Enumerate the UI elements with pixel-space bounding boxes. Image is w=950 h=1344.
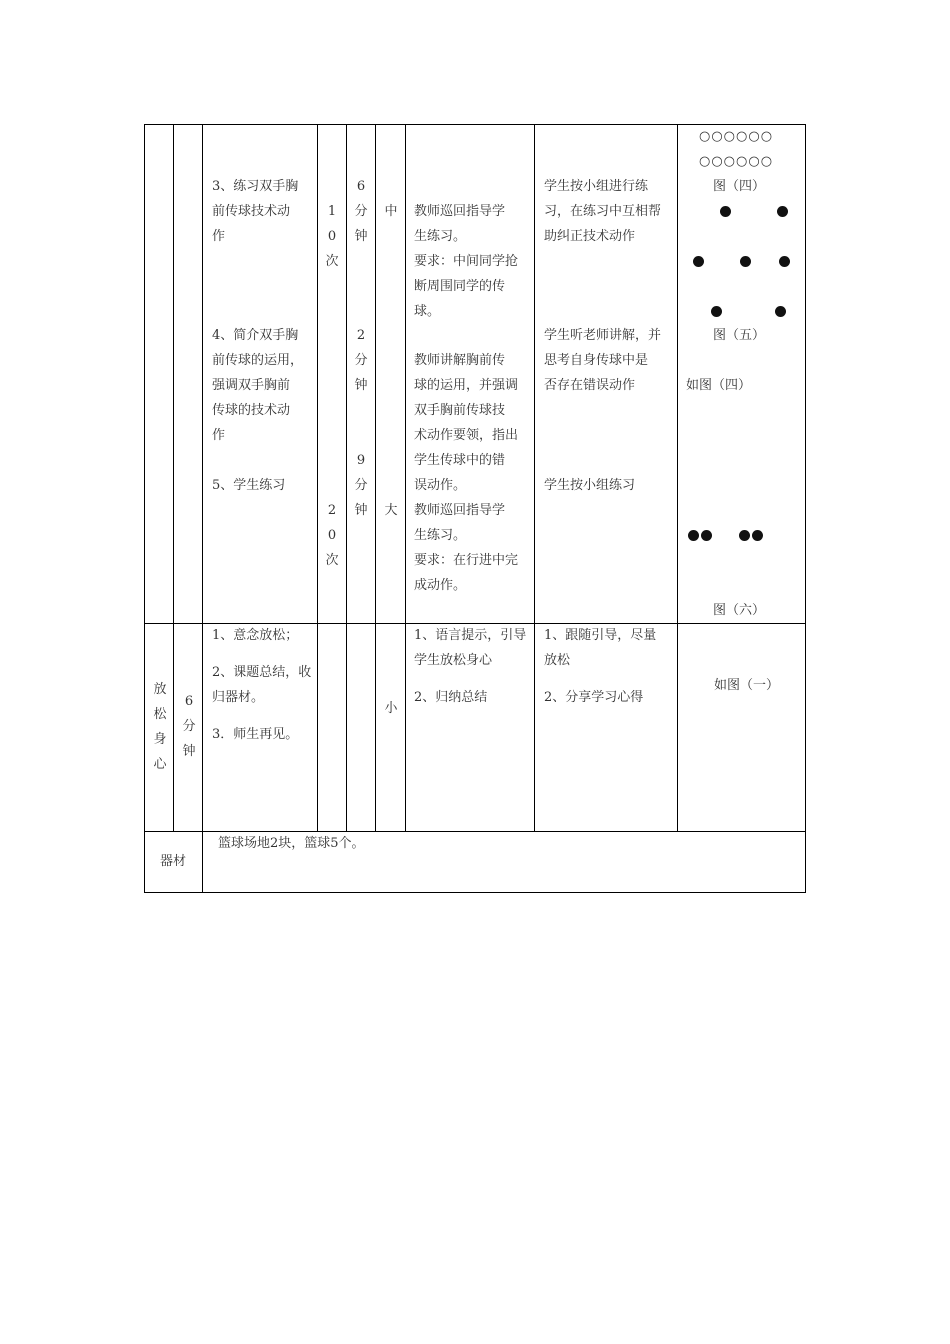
player-dot bbox=[701, 530, 712, 541]
text-line: 断周围同学的传 bbox=[414, 279, 506, 294]
player-dot bbox=[775, 306, 786, 317]
text-line: 学生放松身心 bbox=[414, 653, 493, 668]
text-line: 学生传球中的错 bbox=[414, 453, 506, 468]
text-line: 双手胸前传球技 bbox=[414, 403, 506, 418]
step5-student: 学生按小组练习 bbox=[544, 478, 636, 493]
text-line: 误动作。 bbox=[414, 478, 467, 493]
text-line: 1、意念放松； bbox=[212, 628, 299, 643]
relax-intensity: 小 bbox=[384, 701, 398, 716]
text-line: 教师巡回指导学 bbox=[414, 503, 506, 518]
text-line: 1、语言提示，引导 bbox=[414, 628, 527, 643]
text-line: 3、练习双手胸 bbox=[212, 179, 299, 194]
time-char: 钟 bbox=[354, 229, 368, 244]
step3-intensity: 中 bbox=[384, 204, 398, 219]
text-line: 球。 bbox=[414, 304, 441, 319]
text-line: 助纠正技术动作 bbox=[544, 229, 636, 244]
player-dot bbox=[779, 256, 790, 267]
text-line: 思考自身传球中是 bbox=[544, 353, 649, 368]
time-char: 钟 bbox=[354, 378, 368, 393]
text-line: 否存在错误动作 bbox=[544, 378, 636, 393]
text-line: 习，在练习中互相帮 bbox=[544, 204, 662, 219]
text-line: 学生按小组进行练 bbox=[544, 179, 649, 194]
time-char: 分 bbox=[354, 353, 368, 368]
text-line: 归器材。 bbox=[212, 690, 265, 705]
player-dot bbox=[739, 530, 750, 541]
text-line: 3．师生再见。 bbox=[212, 727, 299, 742]
time-char: 分 bbox=[354, 204, 368, 219]
count-char: 0 bbox=[327, 528, 337, 543]
count-char: 次 bbox=[325, 254, 339, 269]
text-line: 前传球技术动 bbox=[212, 204, 291, 219]
text-line: 要求：中间同学抢 bbox=[414, 254, 519, 269]
time-char: 2 bbox=[356, 328, 366, 343]
time-char: 6 bbox=[184, 694, 194, 709]
text-line: 作 bbox=[212, 428, 226, 443]
text-line: 2、分享学习心得 bbox=[544, 690, 644, 705]
text-line: 传球的技术动 bbox=[212, 403, 291, 418]
time-char: 钟 bbox=[182, 744, 196, 759]
phase-char: 放 bbox=[153, 682, 167, 697]
time-char: 6 bbox=[356, 179, 366, 194]
text-line: 作 bbox=[212, 229, 226, 244]
relax-diagram-ref: 如图（一） bbox=[714, 678, 780, 693]
circle-row-1: ○○○○○○ bbox=[699, 129, 774, 144]
fig6-label: 图（六） bbox=[713, 603, 766, 618]
count-char: 1 bbox=[327, 204, 337, 219]
fig5-label: 图（五） bbox=[713, 328, 766, 343]
phase-char: 身 bbox=[153, 732, 167, 747]
count-char: 次 bbox=[325, 553, 339, 568]
step5-intensity: 大 bbox=[384, 503, 398, 518]
text-line: 教师巡回指导学 bbox=[414, 204, 506, 219]
text-line: 学生听老师讲解，并 bbox=[544, 328, 662, 343]
text-line: 术动作要领，指出 bbox=[414, 428, 519, 443]
time-char: 分 bbox=[182, 719, 196, 734]
phase-char: 松 bbox=[153, 707, 167, 722]
player-dot bbox=[752, 530, 763, 541]
player-dot bbox=[720, 206, 731, 217]
player-dot bbox=[711, 306, 722, 317]
text-line: 2、归纳总结 bbox=[414, 690, 488, 705]
text-line: 2、课题总结，收 bbox=[212, 665, 312, 680]
time-char: 分 bbox=[354, 478, 368, 493]
phase-char: 心 bbox=[153, 757, 167, 772]
player-dot bbox=[740, 256, 751, 267]
count-char: 0 bbox=[327, 229, 337, 244]
text-line: 前传球的运用， bbox=[212, 353, 304, 368]
time-char: 9 bbox=[356, 453, 366, 468]
text-line: 放松 bbox=[544, 653, 571, 668]
fig4-label: 图（四） bbox=[713, 179, 766, 194]
equipment-text: 篮球场地2块，篮球5个。 bbox=[218, 836, 365, 851]
step5-content: 5、学生练习 bbox=[212, 478, 286, 493]
count-char: 2 bbox=[327, 503, 337, 518]
player-dot bbox=[777, 206, 788, 217]
ref-fig4: 如图（四） bbox=[686, 378, 752, 393]
text-line: 1、跟随引导，尽量 bbox=[544, 628, 657, 643]
circle-row-2: ○○○○○○ bbox=[699, 154, 774, 169]
text-line: 生练习。 bbox=[414, 229, 467, 244]
text-line: 4、简介双手胸 bbox=[212, 328, 299, 343]
text-line: 强调双手胸前 bbox=[212, 378, 291, 393]
text-line: 要求：在行进中完 bbox=[414, 553, 519, 568]
equipment-label: 器材 bbox=[160, 854, 187, 869]
text-line: 成动作。 bbox=[414, 578, 467, 593]
player-dot bbox=[693, 256, 704, 267]
time-char: 钟 bbox=[354, 503, 368, 518]
text-line: 生练习。 bbox=[414, 528, 467, 543]
player-dot bbox=[688, 530, 699, 541]
text-line: 球的运用，并强调 bbox=[414, 378, 519, 393]
text-line: 教师讲解胸前传 bbox=[414, 353, 506, 368]
